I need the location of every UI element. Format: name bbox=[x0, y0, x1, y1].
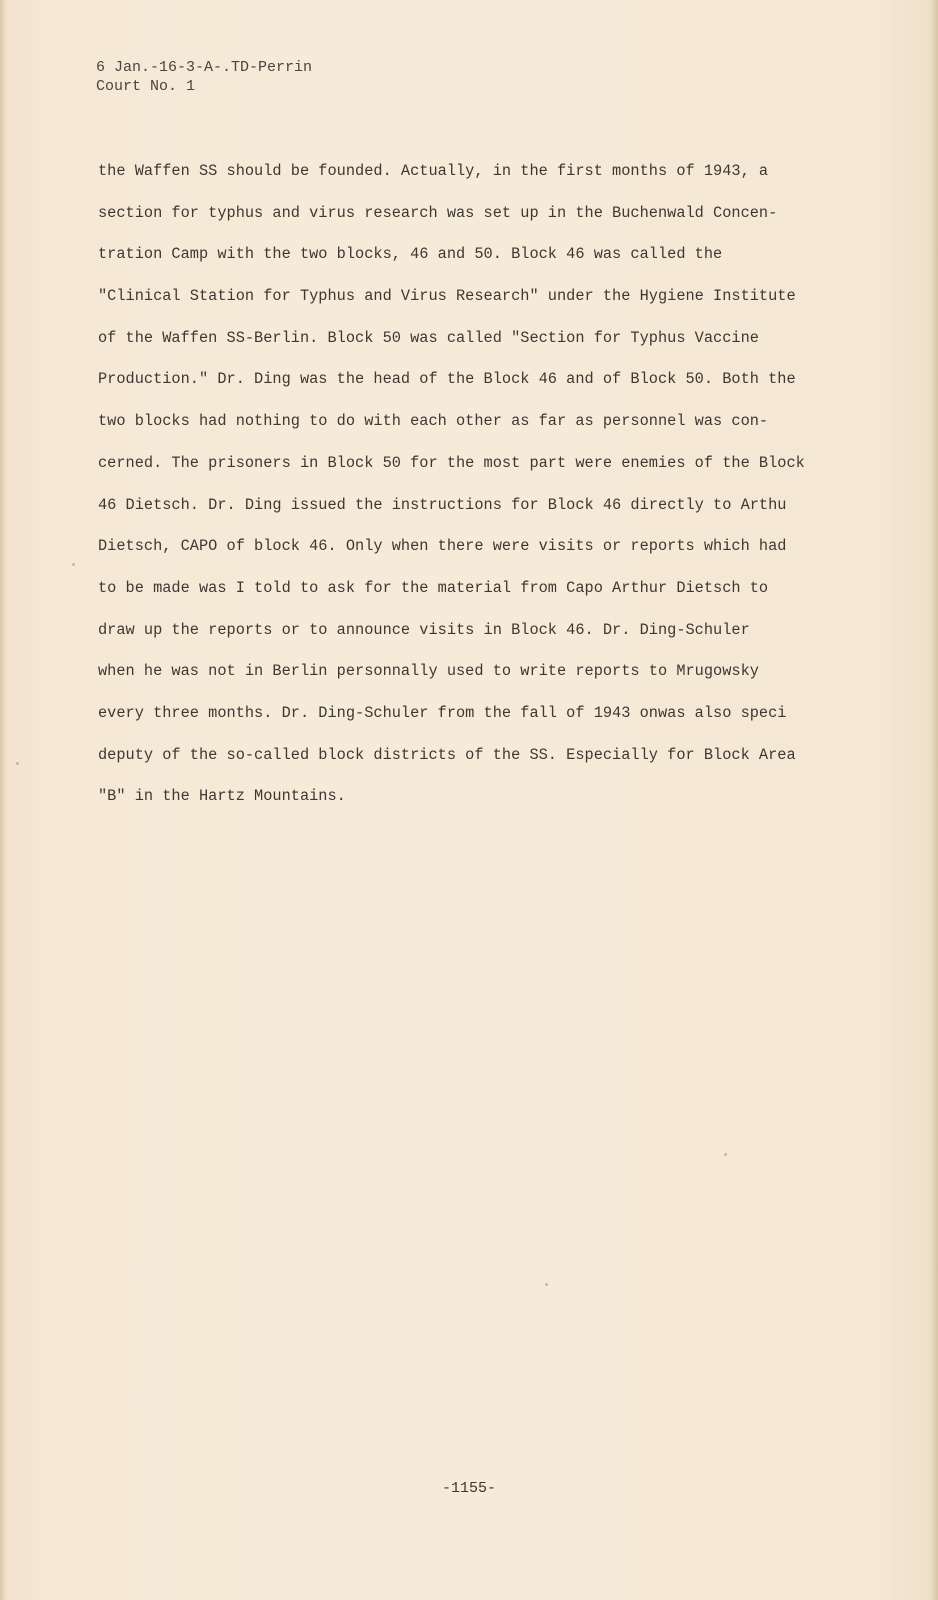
header-court-line: Court No. 1 bbox=[96, 78, 196, 95]
text-line: cerned. The prisoners in Block 50 for the most part were enemies of the Block bbox=[98, 453, 805, 472]
text-line: Dietsch, CAPO of block 46. Only when there were visits or reports which had bbox=[98, 537, 787, 556]
paper-speck bbox=[545, 1283, 548, 1286]
text-line: draw up the reports or to announce visits in Block 46. Dr. Ding-Schuler bbox=[98, 620, 750, 639]
body-text bbox=[98, 158, 898, 825]
text-line: 46 Dietsch. Dr. Ding issued the instructions for Block 46 directly to Arthu bbox=[98, 495, 787, 514]
text-line: two blocks had nothing to do with each other as far as personnel was con- bbox=[98, 412, 769, 431]
text-line: tration Camp with the two blocks, 46 and 50. Block 46 was called the bbox=[98, 245, 723, 264]
text-line: deputy of the so-called block districts of the SS. Especially for Block Area bbox=[98, 745, 796, 764]
paper-speck bbox=[16, 762, 19, 765]
text-line: to be made was I told to ask for the material from Capo Arthur Dietsch to bbox=[98, 578, 769, 597]
text-line: of the Waffen SS-Berlin. Block 50 was called "Section for Typhus Vaccine bbox=[98, 328, 759, 347]
header-reference-line: 6 Jan.-16-3-A-.TD-Perrin bbox=[96, 59, 313, 76]
text-line: when he was not in Berlin personnally used to write reports to Mrugowsky bbox=[98, 662, 759, 681]
text-line: the Waffen SS should be founded. Actually, in the first months of 1943, a bbox=[98, 162, 769, 180]
text-line: section for typhus and virus research was set up in the Buchenwald Concen- bbox=[98, 203, 778, 222]
text-line: "B" in the Hartz Mountains. bbox=[98, 787, 346, 806]
document-header bbox=[96, 58, 312, 96]
text-line: "Clinical Station for Typhus and Virus Research" under the Hygiene Institute bbox=[98, 287, 796, 306]
paper-speck bbox=[724, 1153, 727, 1156]
text-line: every three months. Dr. Ding-Schuler from the fall of 1943 onwas also speci bbox=[98, 703, 787, 722]
paper-speck bbox=[72, 563, 75, 566]
page-number: -1155- bbox=[441, 1480, 496, 1497]
text-line: Production." Dr. Ding was the head of the Block 46 and of Block 50. Both the bbox=[98, 370, 796, 389]
